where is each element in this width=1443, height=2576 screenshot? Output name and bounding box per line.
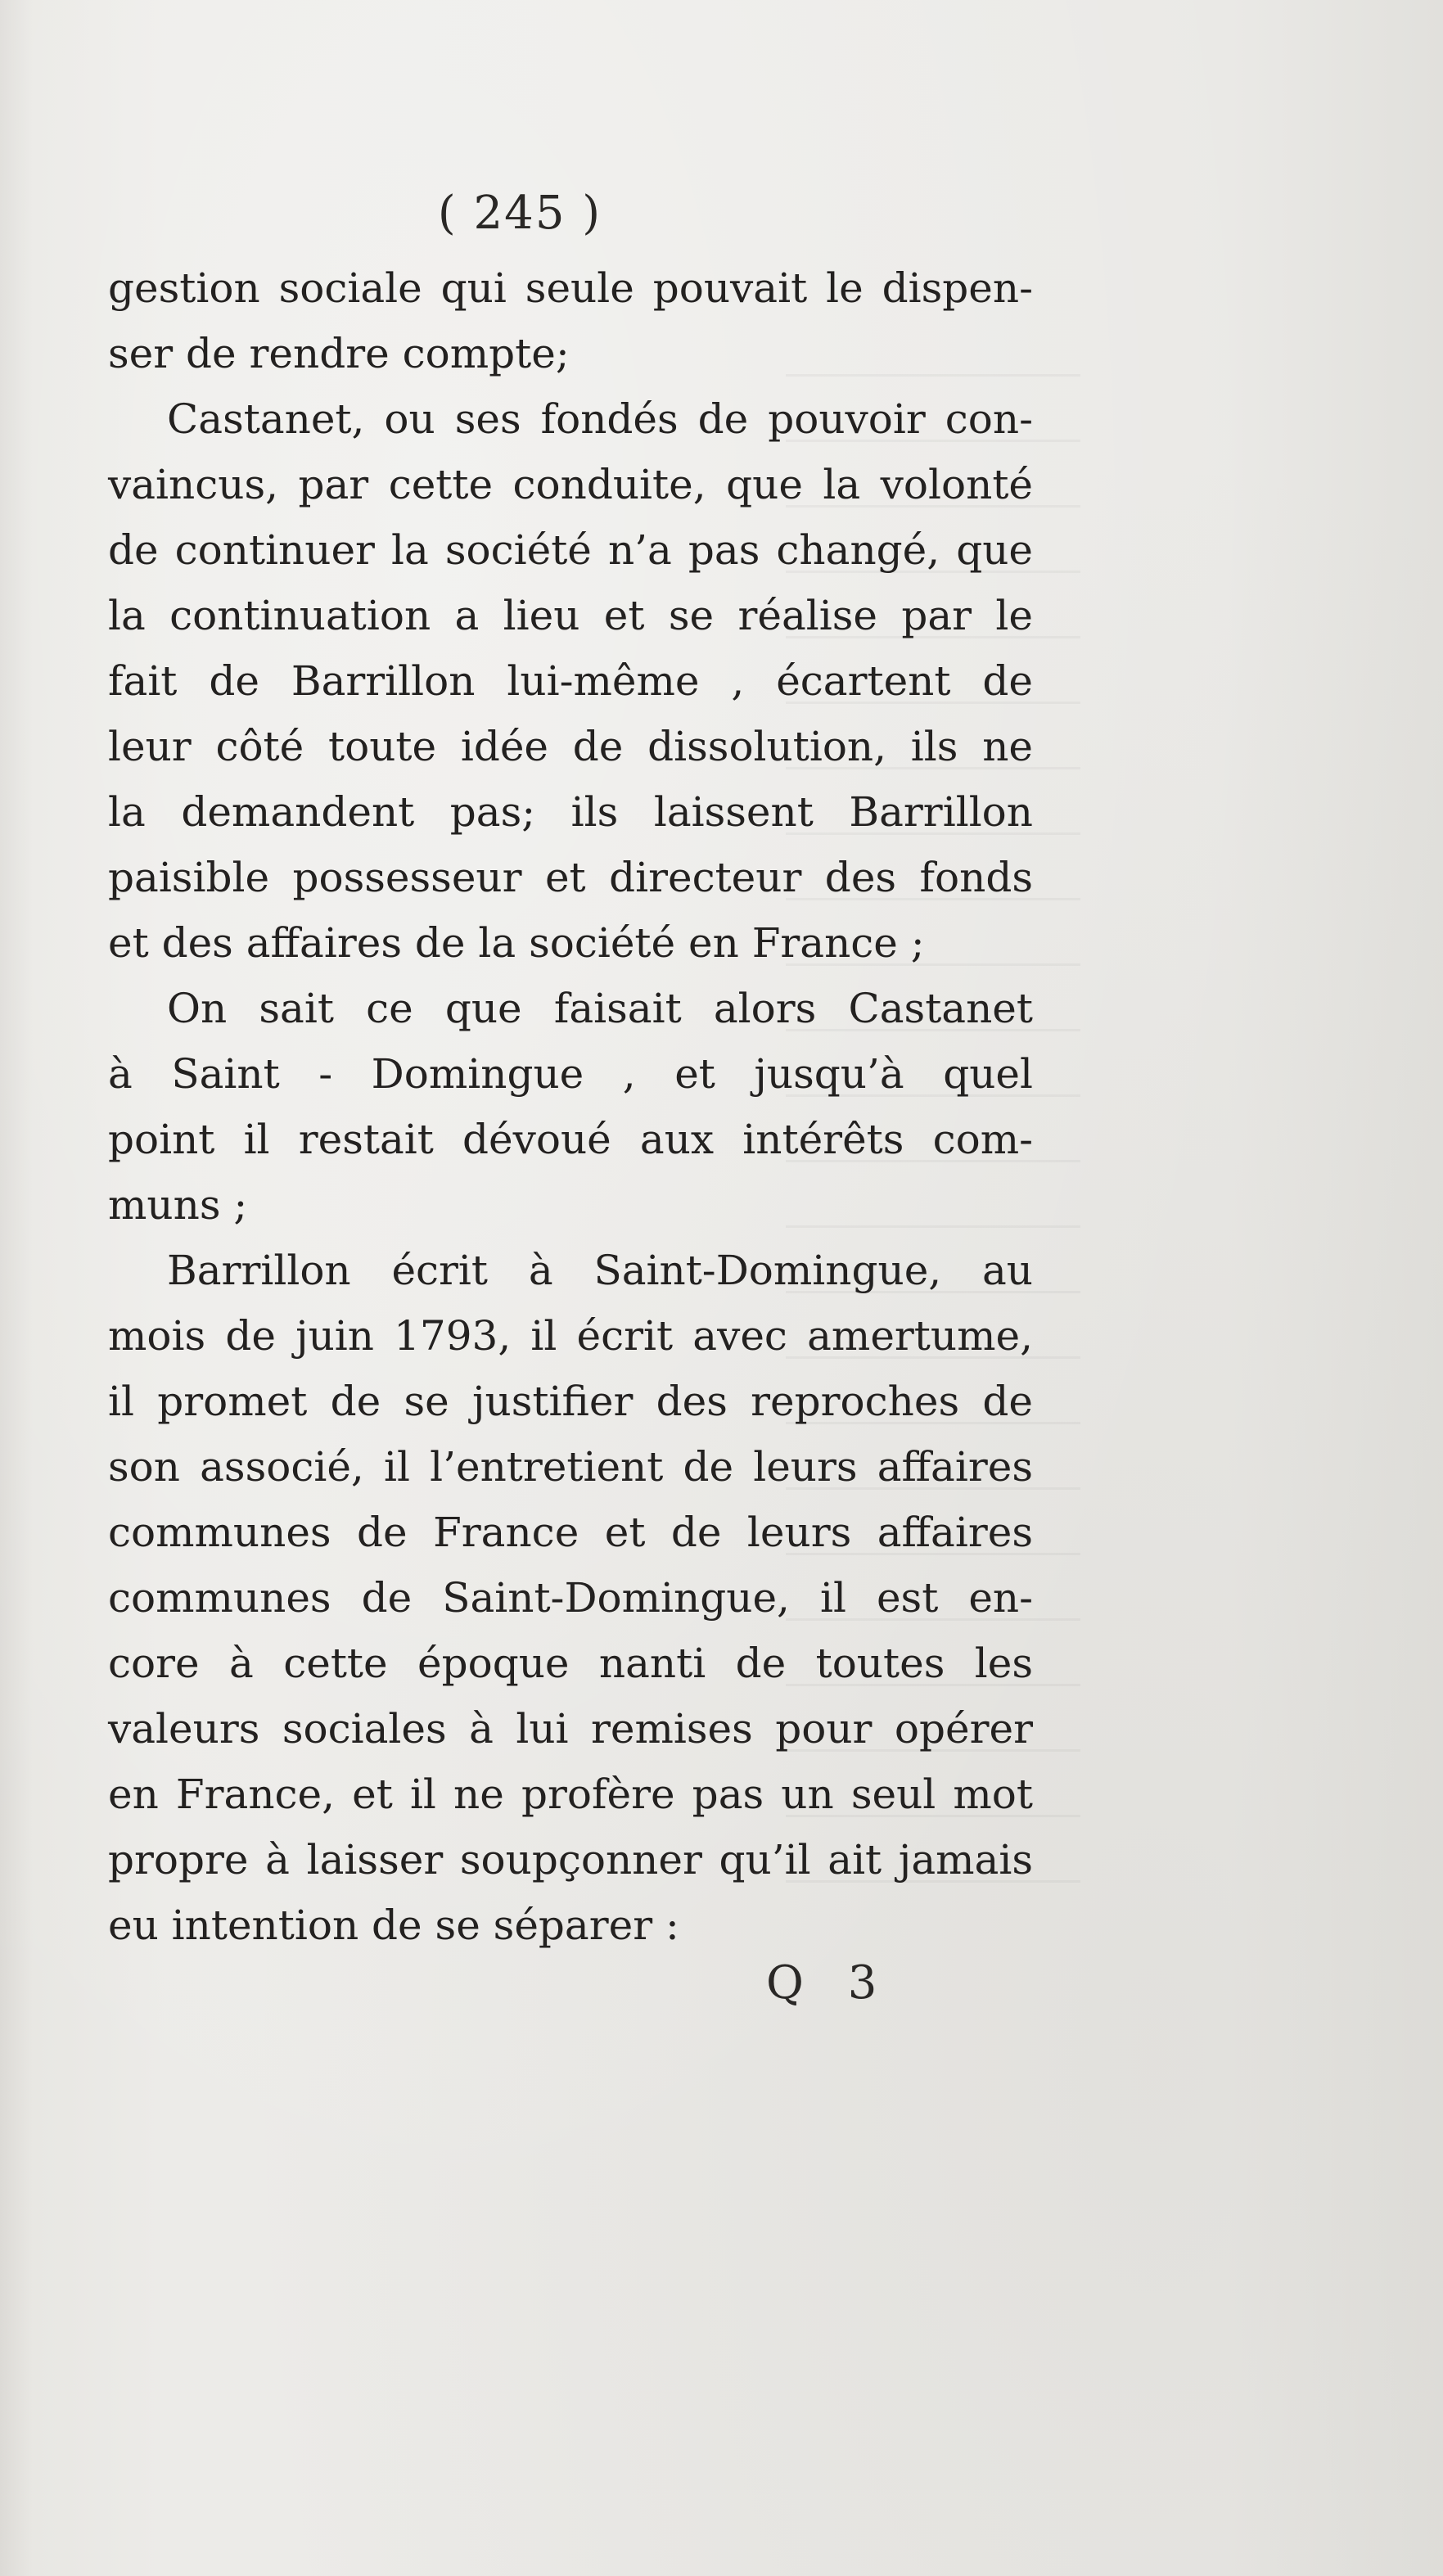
text-line: Barrillon écrit à Saint-Domingue, au: [167, 1247, 1033, 1294]
text-line: vaincus, par cette conduite, que la volonté: [108, 461, 1033, 508]
text-line: core à cette époque nanti de toutes les: [108, 1640, 1033, 1687]
text-line: leur côté toute idée de dissolution, ils ne: [108, 723, 1033, 770]
text-line: eu intention de se séparer :: [108, 1902, 679, 1949]
text-line: point il restait dévoué aux intérêts com-: [108, 1116, 1033, 1163]
text-line: mois de juin 1793, il écrit avec amertume,: [108, 1312, 1033, 1360]
text-line: On sait ce que faisait alors Castanet: [167, 985, 1033, 1032]
text-line: communes de Saint-Domingue, il est en-: [108, 1574, 1033, 1622]
text-line: valeurs sociales à lui remises pour opérer: [108, 1705, 1033, 1753]
signature-mark: Q 3: [766, 1956, 892, 2010]
text-line: en France, et il ne profère pas un seul mot: [108, 1771, 1033, 1818]
body-text: [108, 255, 1033, 1958]
text-line: la continuation a lieu et se réalise par le: [108, 592, 1033, 639]
text-line: et des affaires de la société en France ;: [108, 919, 925, 967]
text-line: muns ;: [108, 1181, 248, 1229]
text-line: à Saint - Domingue , et jusqu’à quel: [108, 1050, 1033, 1098]
text-line: son associé, il l’entretient de leurs affaires: [108, 1443, 1033, 1491]
text-line: la demandent pas; ils laissent Barrillon: [108, 788, 1033, 836]
text-line: communes de France et de leurs affaires: [108, 1509, 1033, 1556]
page-number: ( 245 ): [437, 187, 602, 240]
text-line: ser de rendre compte;: [108, 330, 570, 377]
text-line: Castanet, ou ses fondés de pouvoir con-: [167, 395, 1033, 443]
text-line: paisible possesseur et directeur des fonds: [108, 854, 1033, 901]
text-line: propre à laisser soupçonner qu’il ait jamais: [108, 1836, 1033, 1884]
text-line: de continuer la société n’a pas changé, que: [108, 526, 1033, 574]
text-line: il promet de se justifier des reproches de: [108, 1378, 1033, 1425]
text-line: fait de Barrillon lui-même , écartent de: [108, 657, 1033, 705]
text-line: gestion sociale qui seule pouvait le dispen-: [108, 264, 1033, 312]
